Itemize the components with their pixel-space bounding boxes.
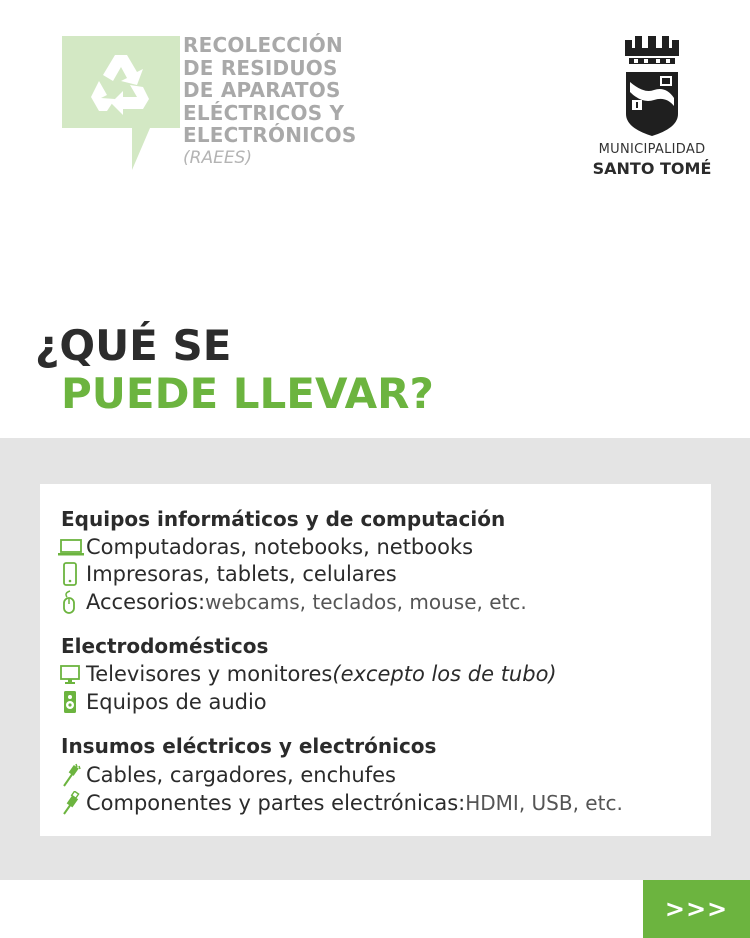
next-button[interactable]: >>>	[643, 880, 750, 938]
raees-title-line: ELÉCTRICOS Y	[183, 100, 345, 125]
question-line1: ¿QUÉ SE	[35, 321, 232, 370]
page-title	[35, 322, 434, 418]
question-line2: PUEDE LLEVAR?	[61, 369, 434, 418]
raees-title-line: ELECTRÓNICOS	[183, 123, 357, 147]
raees-title-line: RECOLECCIÓN	[183, 33, 343, 57]
speaker-icon	[58, 690, 84, 714]
list-item: Accesorios: webcams, teclados, mouse, etc.	[58, 589, 527, 615]
raees-title	[183, 34, 356, 147]
monitor-icon	[58, 662, 84, 686]
list-item: Computadoras, notebooks, netbooks	[58, 534, 473, 560]
usb-icon	[58, 791, 84, 815]
municipality-name-line2: SANTO TOMÉ	[592, 159, 712, 178]
recycle-icon	[62, 36, 180, 170]
list-item: Cables, cargadores, enchufes	[58, 762, 396, 788]
raees-subtitle: (RAEES)	[183, 148, 252, 168]
list-item: Componentes y partes electrónicas: HDMI, USB, etc.	[58, 790, 623, 816]
mouse-icon	[58, 590, 84, 614]
raees-title-line: DE RESIDUOS	[183, 55, 338, 80]
municipal-crest-icon	[622, 36, 682, 138]
municipality-name-line1: MUNICIPALIDAD	[598, 142, 706, 157]
list-item: Equipos de audio	[58, 689, 267, 715]
list-item: Impresoras, tablets, celulares	[58, 561, 397, 587]
laptop-icon	[58, 535, 84, 559]
list-item: Televisores y monitores (excepto los de tubo)	[58, 661, 557, 687]
cable-icon	[58, 763, 84, 787]
footer	[0, 880, 750, 938]
section-title: Equipos informáticos y de computación	[61, 507, 506, 531]
section-title: Insumos eléctricos y electrónicos	[61, 734, 437, 758]
phone-icon	[58, 562, 84, 586]
section-title: Electrodomésticos	[61, 634, 269, 658]
raees-title-line: DE APARATOS	[183, 78, 341, 102]
